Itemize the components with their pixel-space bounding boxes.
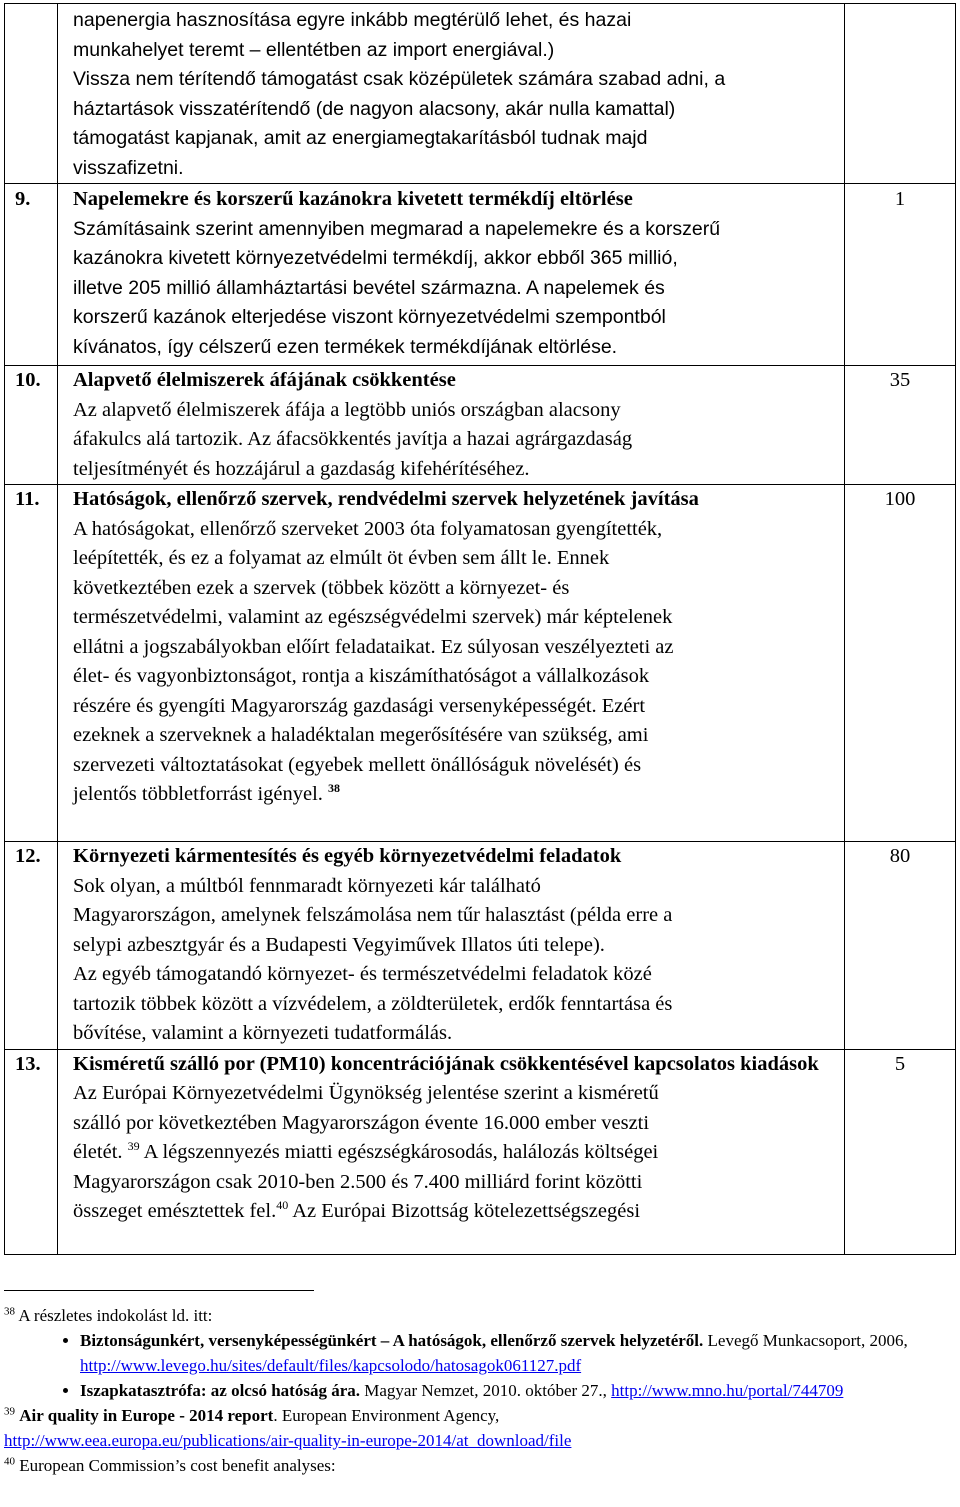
text-line: következtében ezek a szervek (többek között a környezet- és (73, 576, 570, 599)
text-line: Vissza nem térítendő támogatást csak középületek számára szabad adni, a (73, 68, 726, 90)
amount-value: 80 (889, 845, 911, 867)
text-line: háztartások visszatérítendő (de nagyon alacsony, akár nulla kamattal) (73, 97, 676, 120)
row-number-cell (5, 184, 58, 366)
section-heading: Kisméretű szálló por (PM10) koncentrációjának csökkentésével kapcsolatos kiadások (73, 1052, 819, 1075)
footnote-38: $^{38}$ A részletes indokolást ld. itt: (4, 1305, 213, 1325)
section-heading: Alapvető élelmiszerek áfájának csökkentése (73, 369, 456, 391)
table-row (5, 485, 956, 842)
text-line: tartozik többek között a vízvédelem, a zöldterületek, erdők fenntartása és (73, 992, 673, 1015)
amount-cell (845, 4, 956, 184)
reference-link[interactable]: http://www.mno.hu/portal/744709 (611, 1381, 844, 1400)
text-line: szálló por következtében Magyarországon évente 16.000 ember veszti (73, 1111, 650, 1134)
text-line: részére és gyengíti Magyarország gazdasági versenyképességét. Ezért (73, 694, 646, 717)
text-line: korszerű kazánok elterjedése viszont környezetvédelmi szempontból (73, 306, 666, 328)
footnote-38-list (4, 1328, 954, 1403)
table-row (5, 1049, 956, 1254)
footnote-39-link-line (4, 1428, 954, 1453)
text-line: Az egyéb támogatandó környezet- és természetvédelmi feladatok közé (73, 963, 652, 985)
row-number-cell (5, 4, 58, 184)
footnotes (4, 1303, 954, 1478)
amount-cell (845, 485, 956, 842)
amount-cell (845, 184, 956, 366)
amount-cell (845, 1049, 956, 1254)
text-line: ellátni a jogszabályokban előírt feladataikat. Ez súlyosan veszélyezteti az (73, 635, 674, 658)
text-line: illetve 205 millió államháztartási bevétel származna. A napelemek és (73, 276, 665, 299)
text-line: A hatóságokat, ellenőrző szerveket 2003 óta folyamatosan gyengítették, (73, 517, 663, 540)
row-text-cell (58, 4, 845, 184)
row-number: 13. (15, 1052, 41, 1075)
amount-cell (845, 366, 956, 485)
row-text-cell (58, 1049, 845, 1254)
text-line: jelentős többletforrást igényel. $^{38}$ (73, 781, 341, 805)
row-text-cell (58, 366, 845, 485)
text-line: ezeknek a szerveknek a haladéktalan megerősítésére van szükség, ami (73, 724, 649, 746)
row-number-cell (5, 1049, 58, 1254)
list-item: • Iszapkatasztrófa: az olcsó hatóság ára. Magyar Nemzet, 2010. október 27., http://www.mno.hu/portal/744709 (80, 1378, 954, 1403)
text-line: munkahelyet teremt – ellentétben az import energiával.) (73, 38, 555, 61)
amount-cell (845, 842, 956, 1050)
table-row (5, 842, 956, 1050)
text-line: Magyarországon, amelynek felszámolása nem tűr halasztást (példa erre a (73, 904, 673, 926)
text-line: Sok olyan, a múltból fennmaradt környezeti kár található (73, 874, 541, 897)
text-line: kívánatos, így célszerű ezen termékek termékdíjának eltörlése. (73, 335, 618, 358)
table-row (5, 4, 956, 184)
text-line: élet- és vagyonbiztonságot, rontja a kiszámíthatóságot a vállalkozások (73, 665, 650, 687)
amount-value: 5 (894, 1052, 906, 1075)
row-number: 9. (15, 188, 31, 210)
row-number: 12. (15, 845, 41, 867)
text-line: Számításaink szerint amennyiben megmarad a napelemekre és a korszerű (73, 217, 721, 240)
row-text-cell (58, 842, 845, 1050)
row-text-cell (58, 485, 845, 842)
footnote-ref-38[interactable]: 38 (328, 781, 341, 796)
row-number: 10. (15, 369, 41, 391)
text-line: selypi azbesztgyár és a Budapesti Vegyiművek Illatos úti telepe). (73, 933, 605, 956)
amount-value: 35 (889, 369, 911, 391)
footnote-separator (4, 1290, 314, 1291)
row-number-cell (5, 366, 58, 485)
text-line: Magyarországon csak 2010-ben 2.500 és 7.400 milliárd forint közötti (73, 1170, 643, 1193)
text-line: Az Európai Környezetvédelmi Ügynökség jelentése szerint a kisméretű (73, 1082, 659, 1104)
text-line: leépítették, és ez a folyamat az elmúlt öt évben sem állt le. Ennek (73, 547, 610, 569)
reference-link[interactable]: http://www.eea.europa.eu/publications/air-quality-in-europe-2014/at_download/file (4, 1431, 572, 1450)
footnote-ref-40[interactable]: 40 (276, 1198, 289, 1213)
text-line: támogatást kapjanak, amit az energiamegtakarításból tudnak majd (73, 127, 648, 149)
text-line: visszafizetni. (73, 156, 184, 179)
footnote-39: $^{39}$ Air quality in Europe - 2014 report. European Environment Agency, (4, 1405, 500, 1425)
text-line: összeget emésztettek fel.$^{40}$ Az Európai Bizottság kötelezettségszegési (73, 1198, 641, 1222)
section-heading: Napelemekre és korszerű kazánokra kivetett termékdíj eltörlése (73, 188, 633, 210)
text-line: természetvédelmi, valamint az egészségvédelmi szervek) már képtelenek (73, 606, 673, 628)
text-line: szervezeti változtatásokat (egyebek mellett önállóságuk növelését) és (73, 753, 642, 776)
footnote-40: $^{40}$ European Commission’s cost benefit analyses: (4, 1455, 336, 1475)
text-line: életét. $^{39}$ A légszennyezés miatti egészségkárosodás, halálozás költségei (73, 1139, 659, 1163)
list-item: • Biztonságunkért, versenyképességünkért – A hatóságok, ellenőrző szervek helyzetéről. Levegő Munkacsoport, 2006, http://www.levego.hu/sites/default/files/kapcsolodo/hatosagok061127.pdf (80, 1328, 954, 1378)
text-line: napenergia hasznosítása egyre inkább megtérülő lehet, és hazai (73, 9, 632, 31)
row-number-cell (5, 842, 58, 1050)
text-line: áfakulcs alá tartozik. Az áfacsökkentés javítja a hazai agrárgazdaság (73, 428, 633, 450)
row-number: 11. (15, 488, 40, 510)
section-heading: Hatóságok, ellenőrző szervek, rendvédelmi szervek helyzetének javítása (73, 488, 699, 510)
row-number-cell (5, 485, 58, 842)
row-text-cell (58, 184, 845, 366)
text-line: bővítése, valamint a környezeti tudatformálás. (73, 1022, 453, 1044)
table-row (5, 366, 956, 485)
text-line: Az alapvető élelmiszerek áfája a legtöbb uniós országban alacsony (73, 398, 621, 421)
reference-link[interactable]: http://www.levego.hu/sites/default/files/kapcsolodo/hatosagok061127.pdf (80, 1356, 582, 1375)
amount-value: 1 (894, 188, 906, 210)
section-heading: Környezeti kármentesítés és egyéb környezetvédelmi feladatok (73, 845, 622, 867)
amount-value: 100 (884, 488, 916, 510)
text-line: teljesítményét és hozzájárul a gazdaság kifehérítéséhez. (73, 457, 530, 480)
budget-table (4, 3, 956, 1255)
table-row (5, 184, 956, 366)
text-line: kazánokra kivetett környezetvédelmi termékdíj, akkor ebből 365 millió, (73, 247, 678, 269)
footnote-ref-39[interactable]: 39 (127, 1139, 140, 1154)
